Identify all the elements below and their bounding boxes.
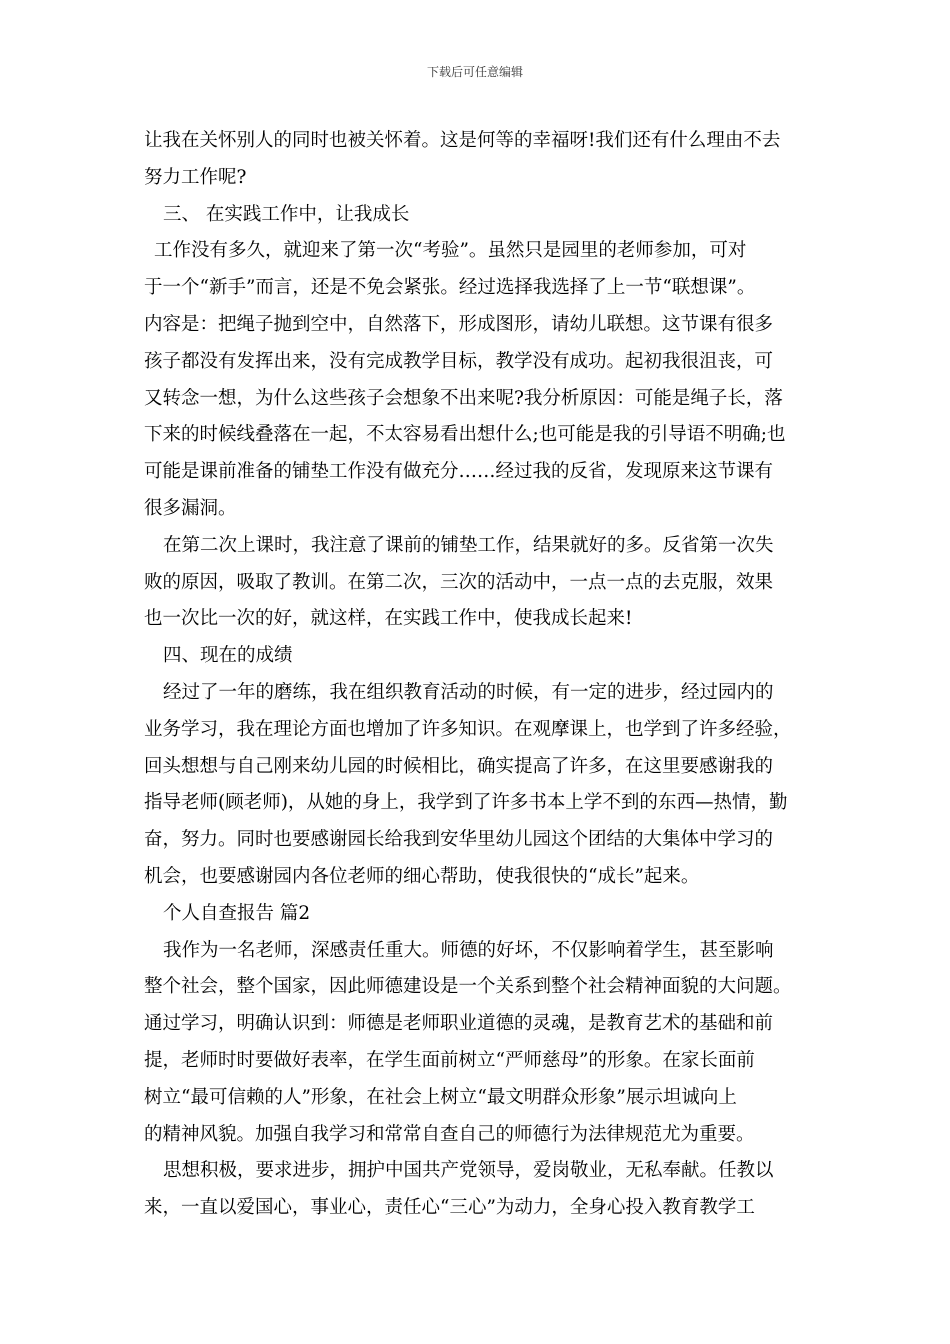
text-line: 可能是课前准备的铺垫工作没有做充分……经过我的反省，发现原来这节课有 [144,461,774,483]
text-line: 机会，也要感谢园内各位老师的细心帮助，使我很快的“成长”起来。 [144,865,700,887]
text-line: 下来的时候线叠落在一起，不太容易看出想什么;也可能是我的引导语不明确;也 [144,424,786,446]
section-heading: 三、 在实践工作中，让我成长 [163,203,410,225]
document-body [144,123,816,1227]
section-heading: 个人自查报告 篇2 [163,902,311,924]
text-line: 我作为一名老师，深感责任重大。师德的好坏，不仅影响着学生，甚至影响 [163,939,774,961]
text-line: 经过了一年的磨练，我在组织教育活动的时候，有一定的进步，经过园内的 [163,681,774,703]
text-line: 工作没有多久，就迎来了第一次“考验”。虽然只是园里的老师参加，可对 [154,240,747,262]
section-heading: 四、现在的成绩 [163,645,293,667]
text-line: 败的原因，吸取了教训。在第二次，三次的活动中，一点一点的去克服，效果 [144,571,774,593]
text-line: 业务学习，我在理论方面也增加了许多知识。在观摩课上，也学到了许多经验， [144,718,792,740]
text-line: 孩子都没有发挥出来，没有完成教学目标，教学没有成功。起初我很沮丧，可 [144,350,774,372]
text-line: 的精神风貌。加强自我学习和常常自查自己的师德行为法律规范尤为重要。 [144,1123,755,1145]
text-line: 又转念一想，为什么这些孩子会想象不出来呢?我分析原因：可能是绳子长，落 [144,387,783,409]
text-line: 奋，努力。同时也要感谢园长给我到安华里幼儿园这个团结的大集体中学习的 [144,829,774,851]
page-header: 下载后可任意编辑 [426,65,523,79]
text-line: 思想积极，要求进步，拥护中国共产党领导，爱岗敬业，无私奉献。任教以 [163,1160,774,1182]
text-line: 努力工作呢? [144,166,247,188]
text-line: 内容是：把绳子抛到空中，自然落下，形成图形，请幼儿联想。这节课有很多 [144,313,774,335]
text-line: 很多漏洞。 [144,497,237,519]
text-line: 树立“最可信赖的人”形象，在社会上树立“最文明群众形象”展示坦诚向上 [144,1086,737,1108]
text-line: 通过学习，明确认识到：师德是老师职业道德的灵魂，是教育艺术的基础和前 [144,1013,774,1035]
text-line: 让我在关怀别人的同时也被关怀着。这是何等的幸福呀!我们还有什么理由不去 [144,130,781,151]
text-line: 指导老师(顾老师)，从她的身上，我学到了许多书本上学不到的东西—热情，勤 [144,792,788,814]
text-line: 回头想想与自己刚来幼儿园的时候相比，确实提高了许多，在这里要感谢我的 [144,755,774,777]
text-line: 提，老师时时要做好表率，在学生面前树立“严师慈母”的形象。在家长面前 [144,1049,755,1071]
text-line: 于一个“新手”而言，还是不免会紧张。经过选择我选择了上一节“联想课”。 [144,277,756,299]
text-line: 整个社会，整个国家，因此师德建设是一个关系到整个社会精神面貌的大问题。 [144,976,792,998]
text-line: 来，一直以爱国心，事业心，责任心“三心”为动力，全身心投入教育教学工 [144,1197,755,1219]
text-line: 在第二次上课时，我注意了课前的铺垫工作，结果就好的多。反省第一次失 [163,534,774,556]
text-line: 也一次比一次的好，就这样，在实践工作中，使我成长起来! [144,608,633,630]
